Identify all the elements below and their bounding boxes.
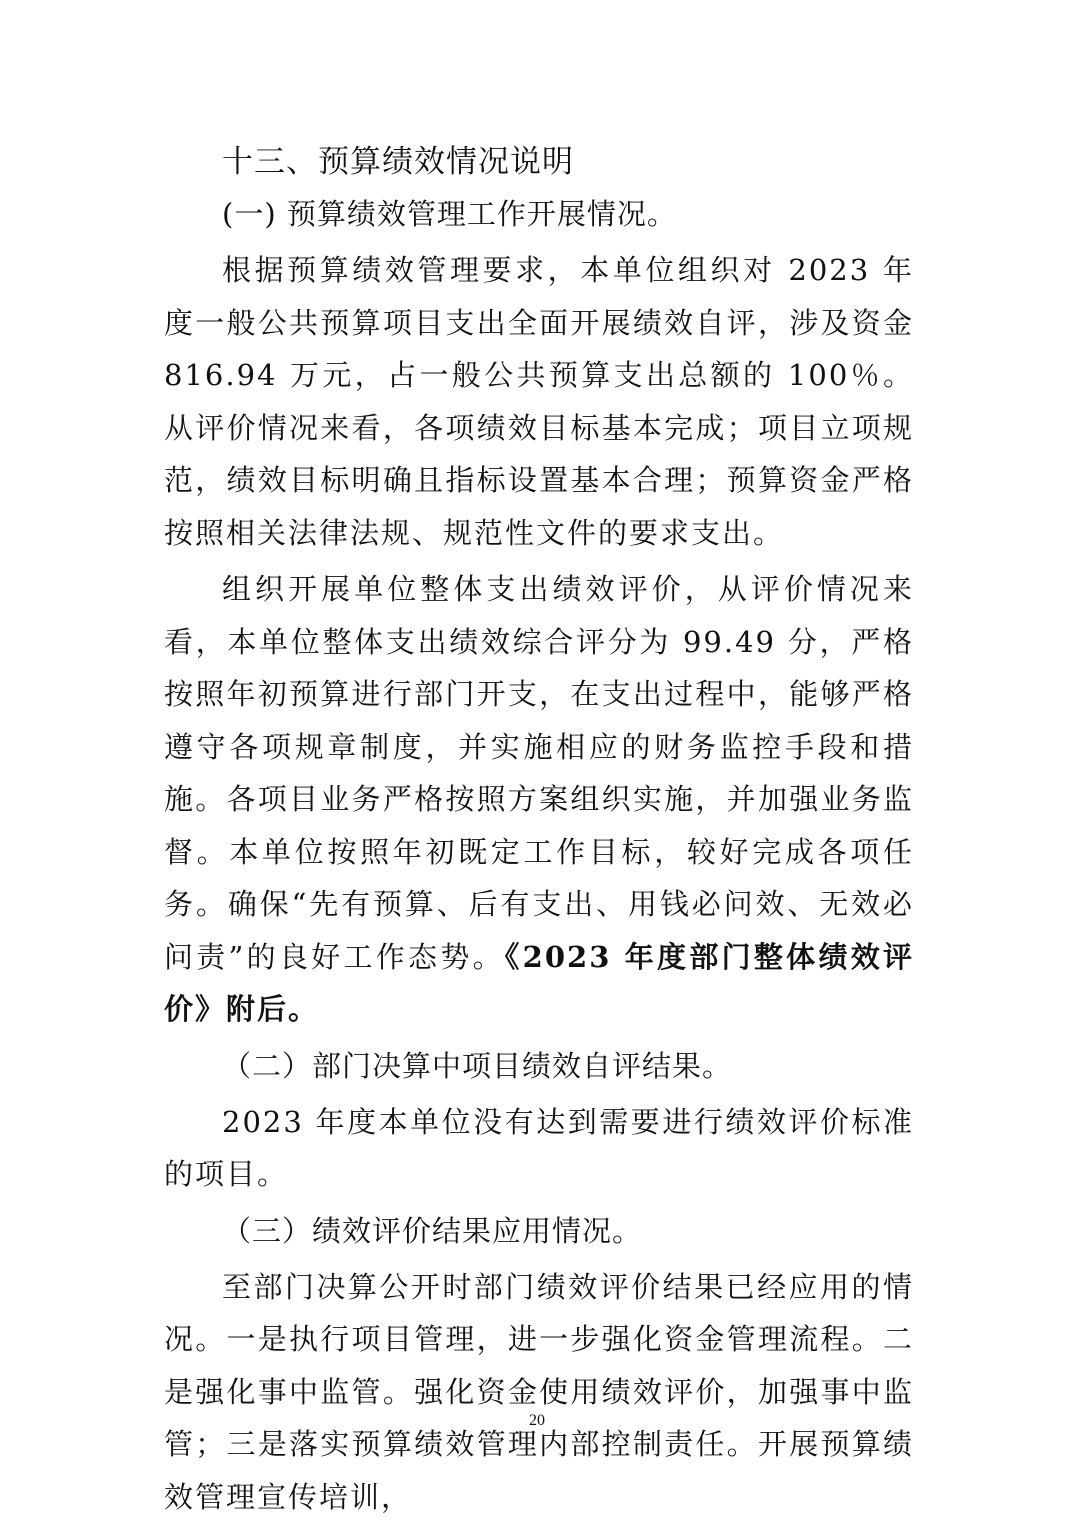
paragraph-result-application: 至部门决算公开时部门绩效评价结果已经应用的情况。一是执行项目管理，进一步强化资金管理流程。二是强化事中监管。强化资金使用绩效评价，加强事中监管；三是落实预算绩效管理内部控制责任。开展预算绩效管理宣传培训， — [164, 1261, 914, 1523]
subsection-title-1: (一) 预算绩效管理工作开展情况。 — [222, 188, 914, 240]
page-number: 20 — [0, 1412, 1074, 1430]
paragraph-project-results: 2023 年度本单位没有达到需要进行绩效评价标准的项目。 — [164, 1096, 914, 1201]
paragraph-overall-evaluation — [164, 563, 914, 1036]
paragraph-self-evaluation: 根据预算绩效管理要求，本单位组织对 2023 年度一般公共预算项目支出全面开展绩效自评，涉及资金 816.94 万元，占一般公共预算支出总额的 100％。从评价情况来看，各项绩效目标基本完成；项目立项规范，绩效目标明确且指标设置基本合理；预算资金严格按照相关法律法规、规范性文件的要求支出。 — [164, 244, 914, 559]
section-heading: 十三、预算绩效情况说明 — [222, 136, 914, 188]
subsection-title-3: （三）绩效评价结果应用情况。 — [222, 1205, 914, 1257]
attachment-note: 《2023 年度部门整体绩效评价》附后。 — [164, 940, 914, 1027]
document-body — [164, 136, 914, 1523]
subsection-title-2: （二）部门决算中项目绩效自评结果。 — [222, 1040, 914, 1092]
paragraph-overall-evaluation-text: 组织开展单位整体支出绩效评价，从评价情况来看，本单位整体支出绩效综合评分为 99.49 分，严格按照年初预算进行部门开支，在支出过程中，能够严格遵守各项规章制度，并实施相应的财务监控手段和措施。各项目业务严格按照方案组织实施，并加强业务监督。本单位按照年初既定工作目标，较好完成各项任务。确保“先有预算、后有支出、用钱必问效、无效必问责”的良好工作态势。 — [164, 572, 914, 974]
